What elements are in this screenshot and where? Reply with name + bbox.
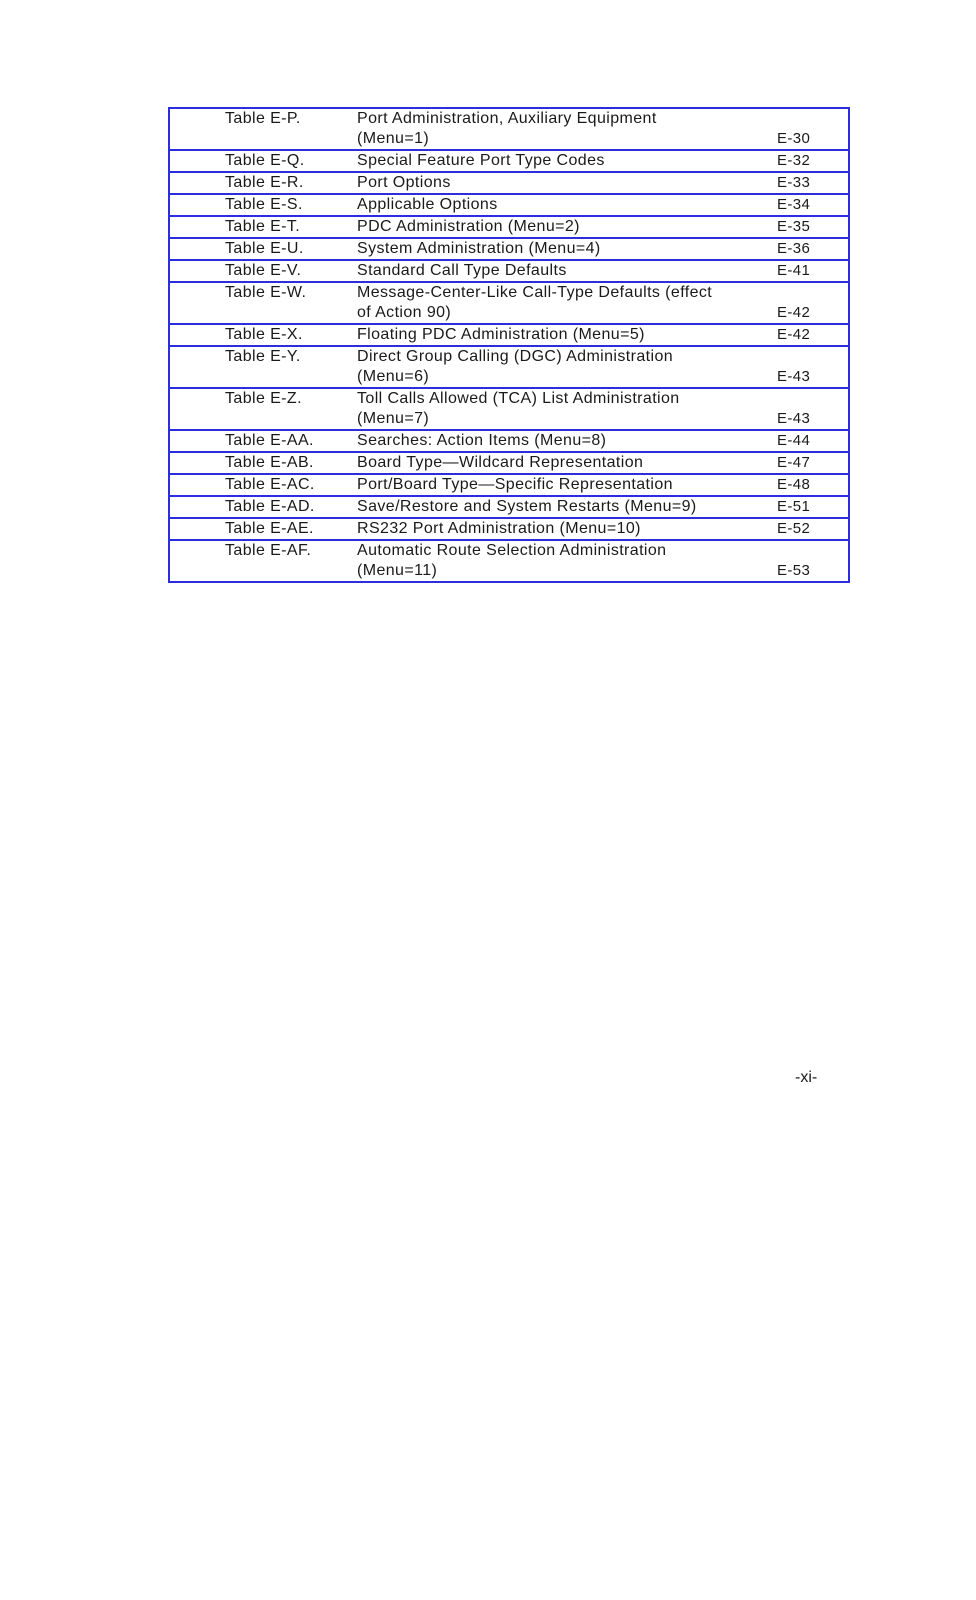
table-number: Table E-AD. [169, 496, 357, 518]
page-reference: E-43 [777, 388, 849, 430]
page-reference: E-32 [777, 150, 849, 172]
page-reference: E-41 [777, 260, 849, 282]
table-title: Applicable Options [357, 194, 777, 216]
table-number: Table E-W. [169, 282, 357, 324]
page-reference: E-42 [777, 324, 849, 346]
table-title: RS232 Port Administration (Menu=10) [357, 518, 777, 540]
toc-row [169, 518, 849, 540]
table-number: Table E-Z. [169, 388, 357, 430]
table-number: Table E-Q. [169, 150, 357, 172]
toc-row [169, 540, 849, 582]
toc-row [169, 108, 849, 150]
table-number: Table E-R. [169, 172, 357, 194]
toc-row [169, 172, 849, 194]
table-title: Board Type—Wildcard Representation [357, 452, 777, 474]
table-number: Table E-AA. [169, 430, 357, 452]
table-title: System Administration (Menu=4) [357, 238, 777, 260]
table-number: Table E-P. [169, 108, 357, 150]
table-title: Special Feature Port Type Codes [357, 150, 777, 172]
table-number: Table E-S. [169, 194, 357, 216]
toc-row [169, 430, 849, 452]
toc-row [169, 346, 849, 388]
table-title: Direct Group Calling (DGC) Administration (Menu=6) [357, 346, 777, 388]
table-title: Automatic Route Selection Administration (Menu=11) [357, 540, 777, 582]
table-number: Table E-Y. [169, 346, 357, 388]
toc-row [169, 388, 849, 430]
page-reference: E-30 [777, 108, 849, 150]
table-title: Floating PDC Administration (Menu=5) [357, 324, 777, 346]
table-number: Table E-AE. [169, 518, 357, 540]
page-reference: E-51 [777, 496, 849, 518]
table-number: Table E-AB. [169, 452, 357, 474]
toc-row [169, 260, 849, 282]
toc-row [169, 496, 849, 518]
toc-body [169, 108, 849, 582]
toc-row [169, 282, 849, 324]
table-title: Port Options [357, 172, 777, 194]
table-number: Table E-X. [169, 324, 357, 346]
table-title: PDC Administration (Menu=2) [357, 216, 777, 238]
table-title: Port/Board Type—Specific Representation [357, 474, 777, 496]
toc-row [169, 452, 849, 474]
table-title: Searches: Action Items (Menu=8) [357, 430, 777, 452]
table-title: Message-Center-Like Call-Type Defaults (effect of Action 90) [357, 282, 777, 324]
toc-row [169, 238, 849, 260]
page-reference: E-43 [777, 346, 849, 388]
page-reference: E-35 [777, 216, 849, 238]
page-reference: E-48 [777, 474, 849, 496]
page-reference: E-36 [777, 238, 849, 260]
page-reference: E-33 [777, 172, 849, 194]
table-title: Standard Call Type Defaults [357, 260, 777, 282]
page-reference: E-53 [777, 540, 849, 582]
table-number: Table E-AC. [169, 474, 357, 496]
table-number: Table E-U. [169, 238, 357, 260]
page-reference: E-42 [777, 282, 849, 324]
table-number: Table E-AF. [169, 540, 357, 582]
toc-row [169, 216, 849, 238]
page-reference: E-47 [777, 452, 849, 474]
table-title: Toll Calls Allowed (TCA) List Administration (Menu=7) [357, 388, 777, 430]
table-number: Table E-T. [169, 216, 357, 238]
table-number: Table E-V. [169, 260, 357, 282]
page-reference: E-34 [777, 194, 849, 216]
toc-row [169, 194, 849, 216]
toc-row [169, 150, 849, 172]
page-number: -xi- [795, 1069, 818, 1086]
page-reference: E-52 [777, 518, 849, 540]
page-reference: E-44 [777, 430, 849, 452]
toc-row [169, 324, 849, 346]
toc-row [169, 474, 849, 496]
table-title: Port Administration, Auxiliary Equipment (Menu=1) [357, 108, 777, 150]
list-of-tables [168, 107, 850, 583]
table-title: Save/Restore and System Restarts (Menu=9) [357, 496, 777, 518]
